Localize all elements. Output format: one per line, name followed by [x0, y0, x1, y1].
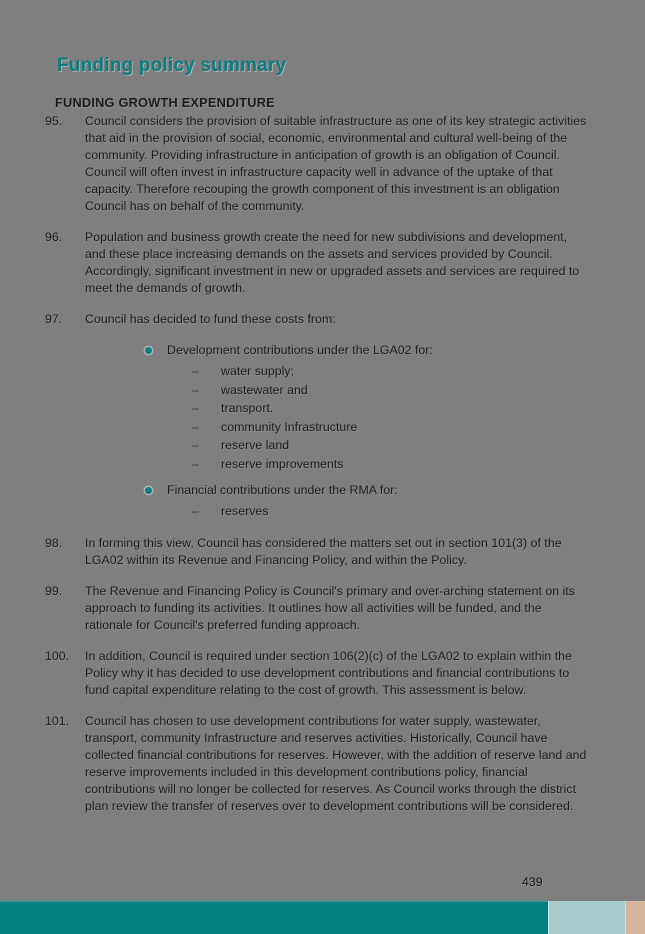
paragraph-text: In forming this view, Council has considered the matters set out in section 101(3) of the LGA02 within its Revenue and Financing Policy, and within the Policy.	[85, 535, 562, 567]
sub-item-label: wastewater and	[221, 382, 308, 397]
page-title: Funding policy summary	[57, 55, 287, 76]
list-item	[192, 455, 633, 474]
paragraph-text: Population and business growth create the need for new subdivisions and development, and these place increasing demands on the assets and services provided by Council. Accordingly, significant investment in new or upgraded assets and services are required to meet the demands of growth.	[85, 230, 580, 295]
paragraph-95	[45, 113, 588, 215]
paragraph-99	[45, 583, 588, 634]
paragraph-number: 97.	[45, 312, 63, 326]
paragraph-96	[45, 229, 588, 297]
dash-marker: –	[192, 382, 199, 397]
bullet-label: Development contributions under the LGA02 for:	[167, 343, 433, 357]
footer-bar	[0, 901, 645, 934]
dash-marker: –	[192, 419, 199, 434]
paragraph-number: 100.	[45, 648, 70, 663]
dash-marker: –	[192, 401, 199, 415]
paragraph-text: Council has chosen to use development contributions for water supply, wastewater, transport, community Infrastructure and reserves activities. Historically, Council have collected financial contributions for reserves. However, with the addition of reserve land and reserve improvements included in this development contributions policy, financial contributions will no longer be collected for reserves. As Council works through the district plan review the transfer of reserves over to development contributions will be considered.	[85, 713, 587, 813]
page-number: 439	[522, 875, 543, 889]
dash-marker: –	[192, 456, 199, 471]
sub-item-label: reserves	[221, 504, 269, 518]
paragraph-number: 95.	[45, 114, 63, 128]
section-heading: FUNDING GROWTH EXPENDITURE	[55, 95, 275, 110]
bullet-label: Financial contributions under the RMA for:	[167, 483, 398, 497]
bullet-icon	[145, 347, 152, 354]
list-item	[145, 482, 633, 499]
paragraph-text: In addition, Council is required under section 106(2)(c) of the LGA02 to explain within the Policy why it has decided to use development contributions and financial contributions to fund capital expenditure relating to the cost of growth. This assessment is below.	[85, 648, 572, 697]
dash-marker: –	[192, 504, 199, 518]
paragraph-text: Council considers the provision of suitable infrastructure as one of its key strategic activities that aid in the provision of social, economic, environmental and cultural well-being of the community. Providing infrastructure in anticipation of growth is an obligation of Council. Council will often invest in infrastructure capacity well in advance of the uptake of that capacity. Therefore recouping the growth component of this investment is an obligation Council has on behalf of the community.	[85, 114, 587, 213]
paragraph-number: 101.	[45, 713, 70, 728]
paragraph-100	[45, 648, 588, 699]
paragraph-text: Council has decided to fund these costs from:	[85, 312, 336, 326]
footer-bar-light-segment	[548, 901, 625, 934]
sub-item-label: reserve land	[221, 438, 290, 452]
bullet-icon	[145, 487, 152, 494]
list-item	[192, 381, 633, 400]
dash-marker: –	[192, 438, 199, 452]
funding-sources-list	[130, 342, 633, 521]
list-item	[192, 418, 633, 437]
sub-item-label: community Infrastructure	[221, 419, 358, 434]
list-item	[145, 342, 633, 359]
paragraph-98	[45, 535, 588, 569]
list-item	[192, 502, 633, 521]
list-item	[192, 362, 633, 381]
sub-item-label: water supply;	[221, 364, 295, 378]
footer-bar-tan-segment	[625, 901, 645, 934]
document-content	[45, 0, 588, 829]
paragraph-number: 98.	[45, 535, 63, 550]
paragraph-97	[45, 311, 588, 328]
sub-item-label: reserve improvements	[221, 456, 344, 471]
list-item	[192, 436, 633, 455]
footer-bar-teal-segment	[0, 901, 548, 934]
paragraph-number: 99.	[45, 583, 63, 598]
paragraph-number: 96.	[45, 230, 63, 244]
sub-item-label: transport.	[221, 401, 274, 415]
paragraph-text: The Revenue and Financing Policy is Council's primary and over-arching statement on its approach to funding its activities. It outlines how all activities will be funded, and the rationale for Council's preferred funding approach.	[85, 583, 575, 632]
list-item	[192, 399, 633, 418]
paragraph-101	[45, 713, 588, 815]
dash-marker: –	[192, 364, 199, 378]
